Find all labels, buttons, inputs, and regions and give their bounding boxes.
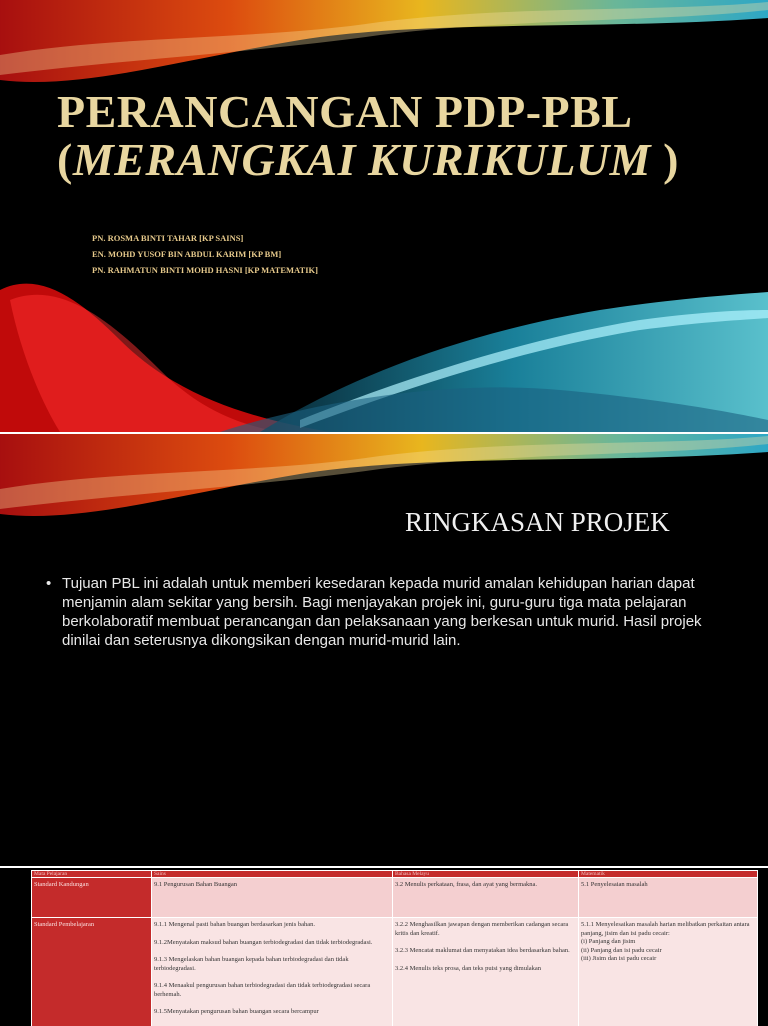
title-open-paren: ( — [57, 134, 73, 185]
row-label: Standard Pembelajaran — [32, 918, 152, 1026]
cell-line: (i) Panjang dan jisim — [581, 938, 755, 947]
bullet-marker: • — [46, 574, 51, 593]
slide-heading: RINGKASAN PROJEK — [405, 507, 670, 538]
summary-text: Tujuan PBL ini adalah untuk memberi kesedaran kepada murid amalan kehidupan harian dapat menjamin alam sekitar yang bersih. Bagi menjayakan projek ini, guru-guru tiga mata pelajaran berkolaboratif membuat perancangan dan pelaksanaan yang berkesan untuk murid. Hasil projek dinilai dan seterusnya dikongsikan dengan murid-murid lain. — [46, 574, 736, 650]
cell-line: 5.1.1 Menyelesaikan masalah harian melibatkan perkaitan antara panjang, jisim dan isi padu cecair: — [581, 921, 755, 938]
curriculum-table — [31, 870, 758, 1026]
cell-line: 9.1.5Menyatakan pengurusan bahan buangan secara bercampur — [154, 1008, 390, 1017]
table-cell — [579, 918, 758, 1026]
author-line: PN. RAHMATUN BINTI MOHD HASNI [KP MATEMATIK] — [92, 262, 318, 278]
author-list — [92, 230, 318, 278]
table-cell: 3.2 Menulis perkataan, frasa, dan ayat yang bermakna. — [393, 878, 579, 918]
title-subtitle: MERANGKAI KURIKULUM — [73, 134, 651, 185]
table-row — [32, 878, 758, 918]
cell-line: (ii) Panjang dan isi padu cecair — [581, 947, 755, 956]
table-cell — [152, 918, 393, 1026]
slide-curriculum-table — [0, 868, 768, 1026]
header-cell: Mata Pelajaran — [32, 871, 152, 878]
cell-line: 9.1.3 Mengelaskan bahan buangan kepada bahan terbiodegradasi dan tidak terbiodegradasi. — [154, 956, 390, 973]
table-row — [32, 918, 758, 1026]
header-cell: Bahasa Melayu — [393, 871, 579, 878]
row-label: Standard Kandungan — [32, 878, 152, 918]
title-line-2 — [57, 136, 757, 184]
table-cell: 5.1 Penyelesaian masalah — [579, 878, 758, 918]
cell-line: 3.2.4 Menulis teks prosa, dan teks puisi yang dimulakan — [395, 965, 576, 974]
cell-line: 9.1.4 Menaakul pengurusan bahan terbiodegradasi dan tidak terbiodegradasi secara berhemah. — [154, 982, 390, 999]
header-cell: Matematik — [579, 871, 758, 878]
cell-line: 9.1.1 Mengenal pasti bahan buangan berdasarkan jenis bahan. — [154, 921, 390, 930]
cell-line: 3.2.2 Menghasilkan jawapan dengan memberikan cadangan secara kritis dan kreatif. — [395, 921, 576, 938]
header-cell: Sains — [152, 871, 393, 878]
title-line-1: PERANCANGAN PDP-PBL — [57, 88, 757, 136]
summary-paragraph — [46, 574, 736, 650]
slide-title-text — [57, 88, 757, 185]
author-line: EN. MOHD YUSOF BIN ABDUL KARIM [KP BM] — [92, 246, 318, 262]
table-header-row — [32, 871, 758, 878]
table-cell — [393, 918, 579, 1026]
slide-ringkasan — [0, 434, 768, 866]
cell-line: 9.1.2Menyatakan maksud bahan buangan terbiodegradasi dan tidak terbiodegradasi. — [154, 939, 390, 948]
cell-line: 3.2.3 Mencatat maklumat dan menyatakan idea berdasarkan bahan. — [395, 947, 576, 956]
title-close-paren: ) — [651, 134, 679, 185]
cell-line: (iii) Jisim dan isi padu cecair — [581, 955, 755, 964]
table-cell: 9.1 Pengurusan Bahan Buangan — [152, 878, 393, 918]
slide-title — [0, 0, 768, 432]
decorative-swoosh-background — [0, 434, 768, 866]
decorative-swoosh-background — [0, 0, 768, 432]
author-line: PN. ROSMA BINTI TAHAR [KP SAINS] — [92, 230, 318, 246]
